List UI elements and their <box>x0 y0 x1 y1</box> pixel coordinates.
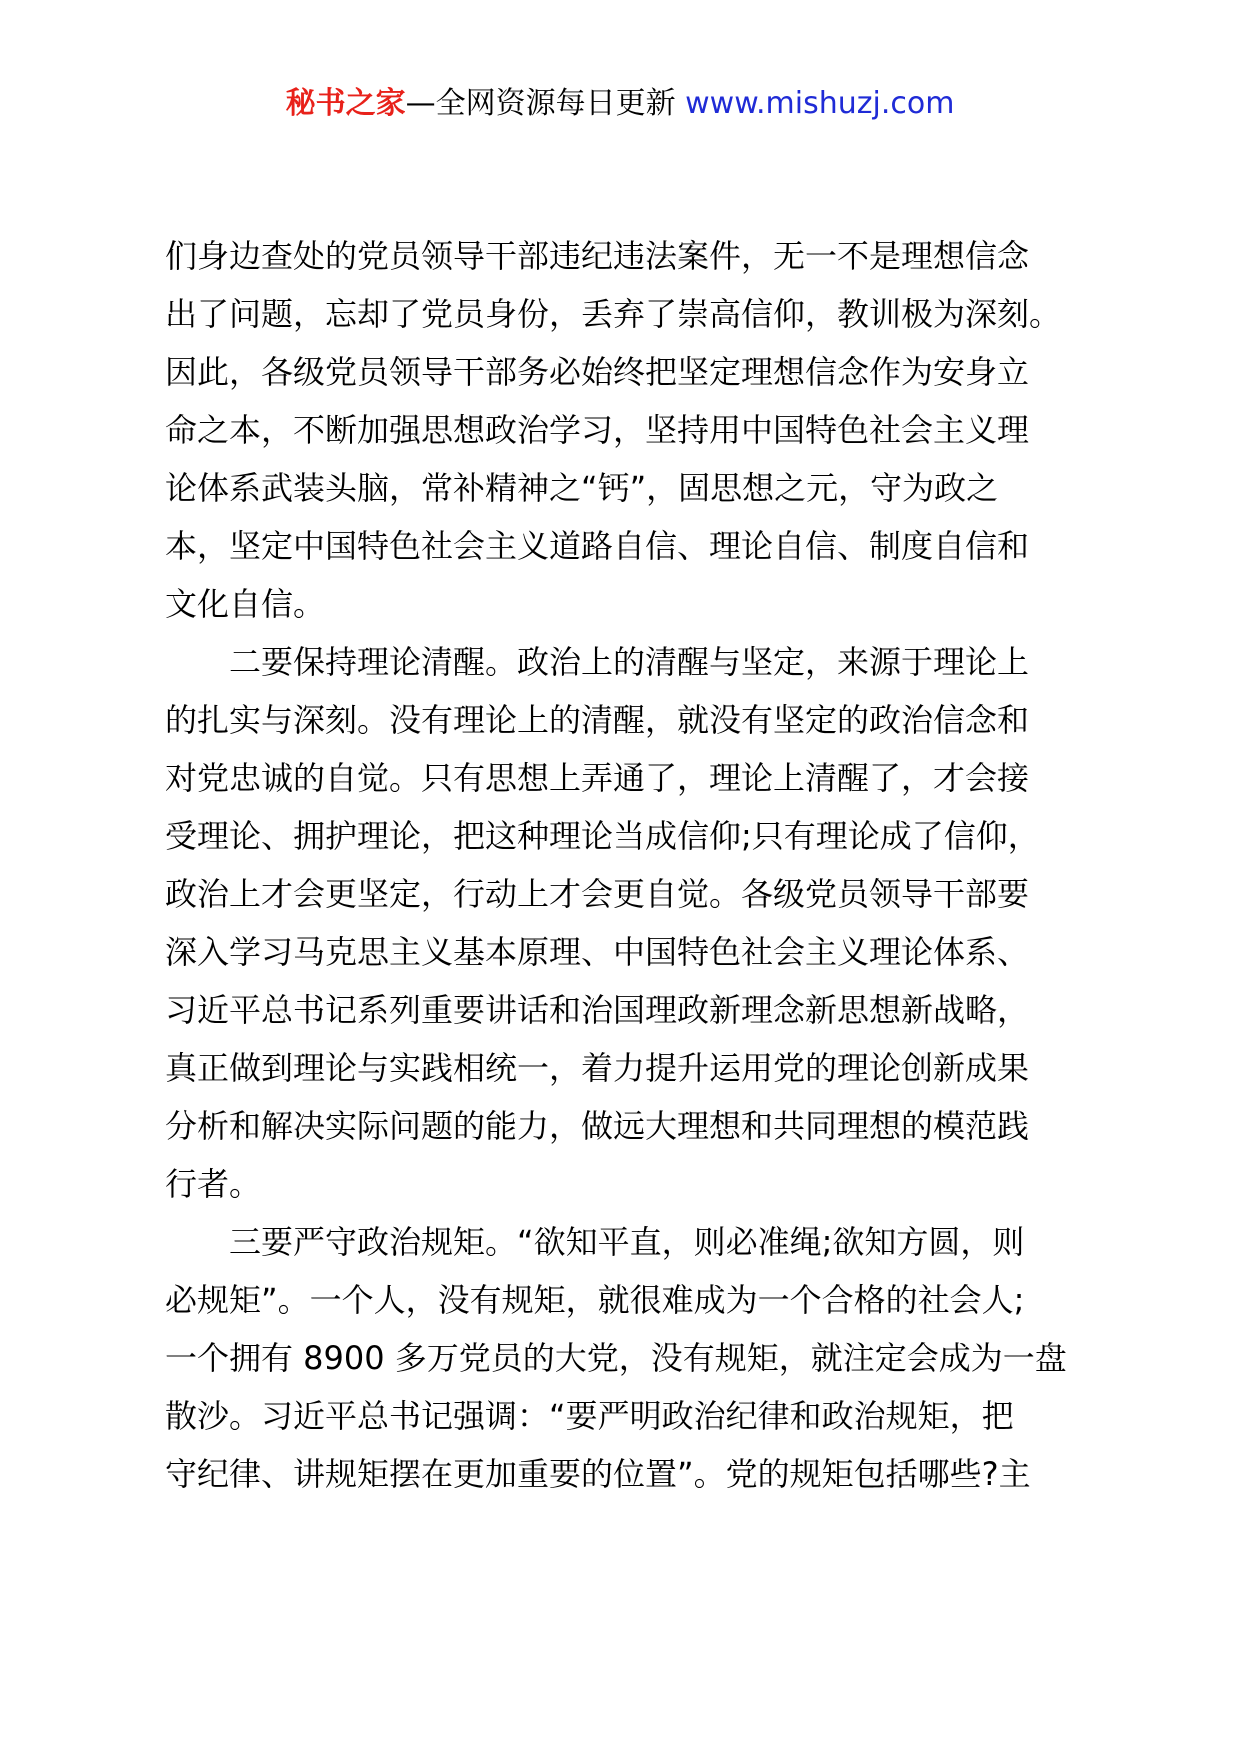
header-tagline: —全网资源每日更新 <box>405 86 676 121</box>
text-line: 因此，各级党员领导干部务必始终把坚定理想信念作为安身立 <box>165 353 1030 391</box>
text-line: 政治上才会更坚定，行动上才会更自觉。各级党员领导干部要 <box>165 875 1030 913</box>
text-line: 一个拥有 8900 多万党员的大党，没有规矩，就注定会成为一盘 <box>165 1339 1067 1377</box>
document-body <box>165 227 1085 1503</box>
text-line: 受理论、拥护理论，把这种理论当成信仰;只有理论成了信仰， <box>165 817 1040 855</box>
text-line: 深入学习马克思主义基本原理、中国特色社会主义理论体系、 <box>165 933 1030 971</box>
text-line: 本，坚定中国特色社会主义道路自信、理论自信、制度自信和 <box>165 527 1030 565</box>
text-line: 命之本，不断加强思想政治学习，坚持用中国特色社会主义理 <box>165 411 1030 449</box>
text-line: 文化自信。 <box>165 585 326 623</box>
text-line: 出了问题，忘却了党员身份，丢弃了崇高信仰，教训极为深刻。 <box>165 295 1062 333</box>
text-line: 们身边查处的党员领导干部违纪违法案件，无一不是理想信念 <box>165 237 1030 275</box>
text-line: 散沙。习近平总书记强调：“要严明政治纪律和政治规矩，把 <box>165 1397 1014 1435</box>
text-line: 必规矩”。一个人，没有规矩，就很难成为一个合格的社会人; <box>165 1281 1025 1319</box>
text-line: 真正做到理论与实践相统一，着力提升运用党的理论创新成果 <box>165 1049 1030 1087</box>
header-brand: 秘书之家 <box>285 86 406 121</box>
text-line: 习近平总书记系列重要讲话和治国理政新理念新思想新战略， <box>165 991 1030 1029</box>
text-line: 行者。 <box>165 1165 262 1203</box>
text-line: 的扎实与深刻。没有理论上的清醒，就没有坚定的政治信念和 <box>165 701 1030 739</box>
text-line: 论体系武装头脑，常补精神之“钙”，固思想之元，守为政之 <box>165 469 999 507</box>
paragraph-start-line: 二要保持理论清醒。政治上的清醒与坚定，来源于理论上 <box>229 643 1030 681</box>
text-line: 守纪律、讲规矩摆在更加重要的位置”。党的规矩包括哪些?主 <box>165 1455 1031 1493</box>
page-header <box>0 84 1240 124</box>
text-line: 分析和解决实际问题的能力，做远大理想和共同理想的模范践 <box>165 1107 1030 1145</box>
header-url[interactable]: www.mishuzj.com <box>685 86 955 121</box>
text-line: 对党忠诚的自觉。只有思想上弄通了，理论上清醒了，才会接 <box>165 759 1030 797</box>
paragraph-start-line: 三要严守政治规矩。“欲知平直，则必准绳;欲知方圆，则 <box>229 1223 1025 1261</box>
